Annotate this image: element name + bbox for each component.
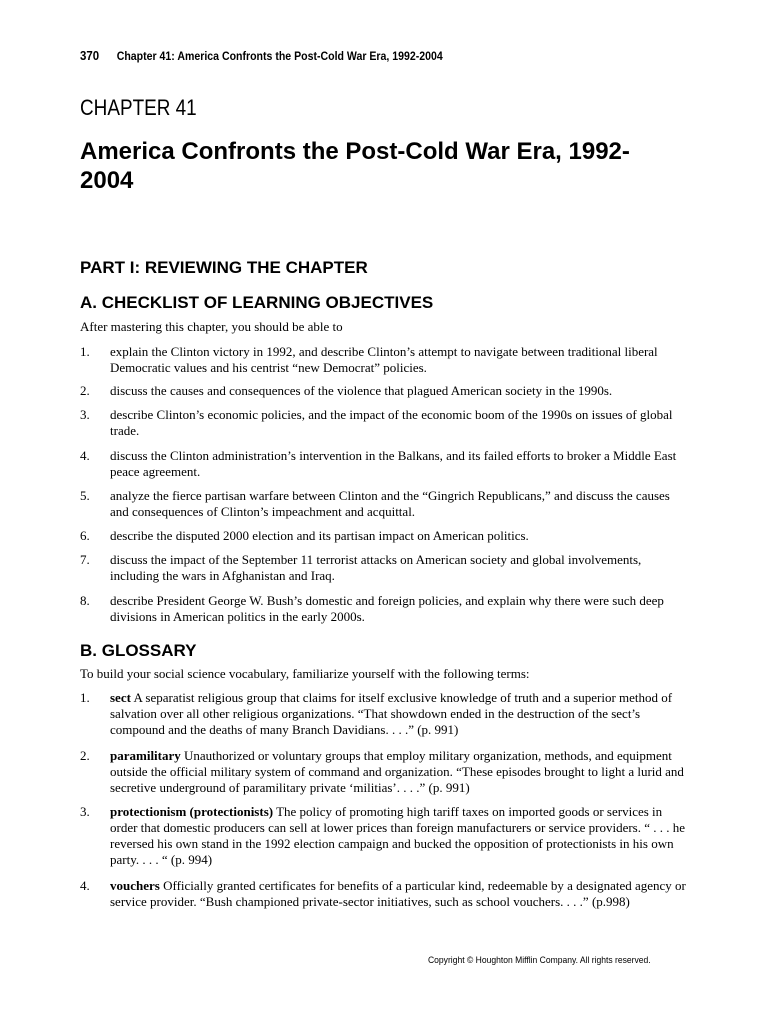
objective-item: 8. describe President George W. Bush’s domestic and foreign policies, and explain why there were such deep divisions in American politics in the early 2000s. [80,593,664,624]
objective-item: 2. discuss the causes and consequences of the violence that plagued American society in the 1990s. [80,383,613,398]
glossary-heading: B. GLOSSARY [80,641,197,660]
glossary-term: paramilitary [110,748,181,763]
objectives-intro: After mastering this chapter, you should be able to [80,319,343,334]
glossary-item: 2. paramilitary Unauthorized or voluntary groups that employ military organization, methods, and equipment outside the official military system of command and organization. “These episodes brought to light a lurid and secretive underground of paramilitary private ‘militias’. . . .” (p. 991) [80,748,684,795]
running-title: Chapter 41: America Confronts the Post-Cold War Era, 1992-2004 [116,49,443,63]
objective-item: 1. explain the Clinton victory in 1992, and describe Clinton’s attempt to navigate between traditional liberal Democratic values and his centrist “new Democrat” policies. [80,344,658,375]
glossary-term: vouchers [110,878,160,893]
glossary-item: 3. protectionism (protectionists) The policy of promoting high tariff taxes on imported goods or services in order that domestic producers can sell at lower prices than foreign manufacturers or service providers. “ . . . he reversed his own stand in the 1992 election campaign and bucked the opposition of protectionists in his own party. . . . “ (p. 994) [80,804,686,867]
objective-item: 6. describe the disputed 2000 election and its partisan impact on American politics. [80,528,529,543]
objectives-heading: A. CHECKLIST OF LEARNING OBJECTIVES [80,293,434,312]
glossary-intro: To build your social science vocabulary, familiarize yourself with the following terms: [80,666,530,681]
copyright-notice: Copyright © Houghton Mifflin Company. All rights reserved. [428,955,651,966]
part-heading: PART I: REVIEWING THE CHAPTER [80,258,368,277]
objective-item: 3. describe Clinton’s economic policies, and the impact of the economic boom of the 1990s on issues of global trade. [80,407,673,438]
running-header [80,48,443,63]
glossary-item: 1. sect A separatist religious group that claims for itself exclusive knowledge of truth and a superior method of salvation over all other religious organizations. “That showdown ended in the destruction of the sect’s compound and the deaths of many Branch Davidians. . . .” (p. 991) [80,690,673,737]
objective-item: 5. analyze the fierce partisan warfare between Clinton and the “Gingrich Republicans,” and discuss the causes and consequences of Clinton’s impeachment and acquittal. [80,488,670,519]
chapter-title: America Confronts the Post-Cold War Era, 1992-2004 [80,138,630,194]
glossary-term: protectionism (protectionists) [110,804,274,819]
glossary-item: 4. vouchers Officially granted certificates for benefits of a particular kind, redeemable by a designated agency or service provider. “Bush championed private-sector initiatives, such as school vouchers. . . .” (p.998) [80,878,686,909]
page-number: 370 [80,48,100,63]
chapter-label: CHAPTER 41 [80,95,197,120]
objective-item: 4. discuss the Clinton administration’s intervention in the Balkans, and its failed efforts to broker a Middle East peace agreement. [80,448,677,479]
glossary-term: sect [110,690,131,705]
objective-item: 7. discuss the impact of the September 11 terrorist attacks on American society and global involvements, including the wars in Afghanistan and Iraq. [80,552,642,583]
